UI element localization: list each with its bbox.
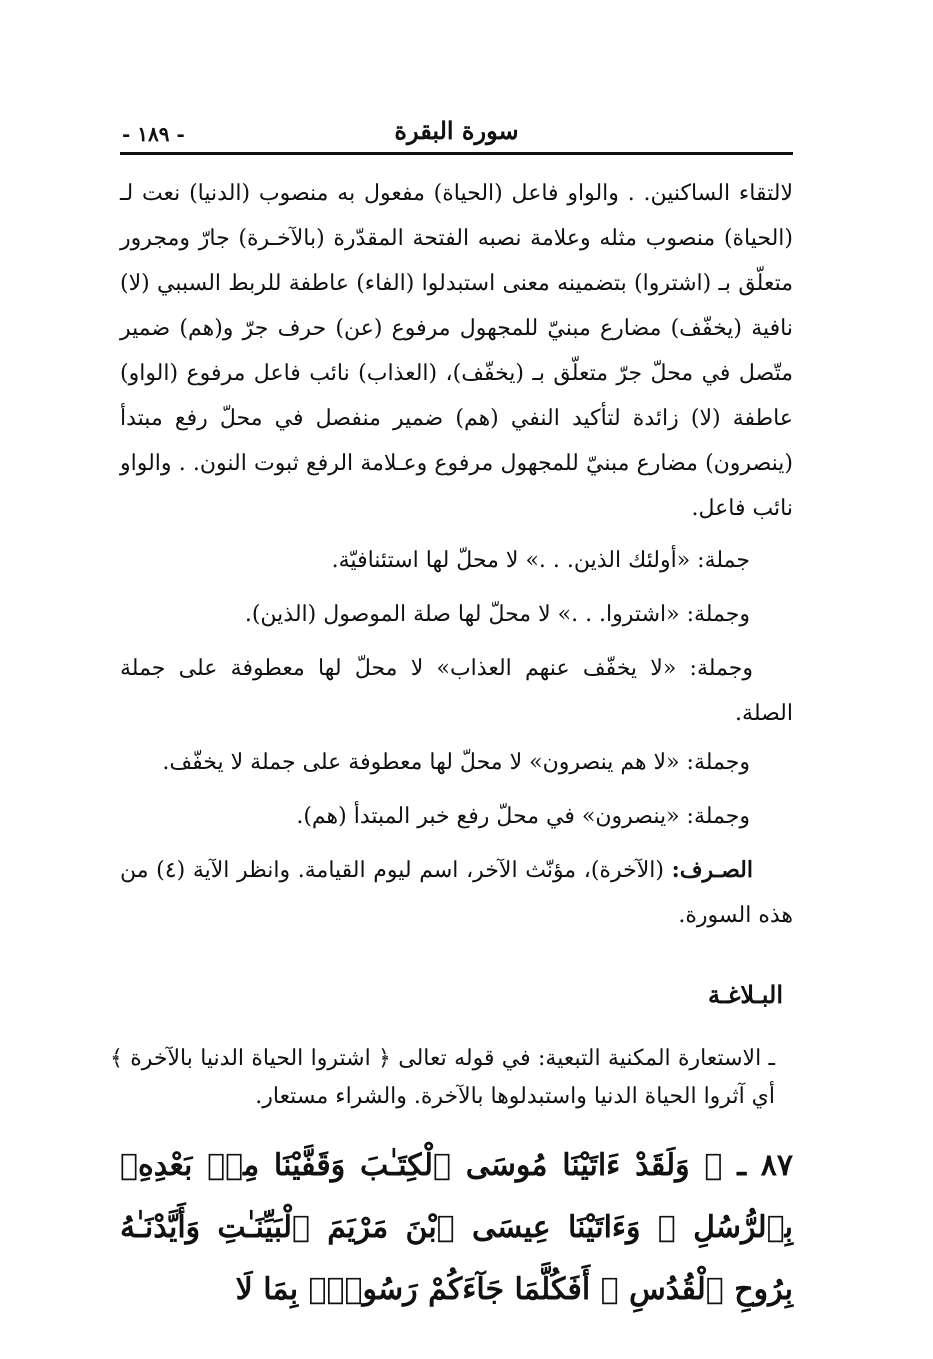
grammar-paragraph: لالتقاء الساكنين. . والواو فاعل (الحياة) مفعول به منصوب (الدنيا) نعت لـ (الحياة) منصوب مثله وعلامة نصبه الفتحة المقدّرة (بالآخـرة) جارّ ومجرور متعلّق بـ (اشتروا) بتضمينه معنى استبدلوا (الفاء) عاطفة للربط السببي (لا) نافية (يخفّف) مضارع مبنيّ للمجهول مرفوع (عن) حرف جرّ و(هم) ضمير متّصل في محلّ جرّ متعلّق بـ (يخفّف)، (العذاب) نائب فاعل مرفوع (الواو) عاطفة (لا) زائدة لتأكيد النفي (هم) ضمير منفصل في محلّ رفع مبتدأ (ينصرون) مضارع مبنيّ للمجهول مرفوع وعـلامة الرفع ثبوت النون. . والواو نائب فاعل.: [120, 181, 794, 521]
page-number: - ١٨٩ -: [122, 122, 185, 146]
sentence-analysis-1: جملة: «أولئك الذين. . .» لا محلّ لها استئنافيّة.: [331, 548, 750, 573]
page-title: سورة البقرة: [394, 116, 519, 145]
quran-verse: ٨٧ ـ ﴿ وَلَقَدْ ءَاتَيْنَا مُوسَى ٱلْكِتَـٰبَ وَقَفَّيْنَا مِنۢ بَعْدِهِۦ بِٱلرُّسُلِ ۖ وَءَاتَيْنَا عِيسَى ٱبْنَ مَرْيَمَ ٱلْبَيِّنَـٰتِ وَأَيَّدْنَـٰهُ بِرُوحِ ٱلْقُدُسِ ۗ أَفَكُلَّمَا جَآءَكُمْ رَسُولٌۢ بِمَا لَا: [120, 1148, 793, 1307]
balagha-heading: البـلاغـة: [707, 980, 783, 1009]
sarf-label: الصـرف:: [671, 857, 753, 883]
sarf-text: (الآخرة)، مؤنّث الآخر، اسم ليوم القيامة. وانظر الآية (٤) من هذه السورة.: [120, 858, 793, 928]
sentence-analysis-4: وجملة: «لا هم ينصرون» لا محلّ لها معطوفة على جملة لا يخفّف.: [162, 750, 750, 775]
page-header: [120, 108, 793, 155]
sarf-paragraph: [120, 848, 793, 938]
sentence-analysis-5: وجملة: «ينصرون» في محلّ رفع خبر المبتدأ (هم).: [296, 804, 750, 829]
balagha-paragraph: ـ الاستعارة المكنية التبعية: في قوله تعالى ﴿ اشتروا الحياة الدنيا بالآخرة ﴾ أي آثروا الحياة الدنيا واستبدلوها بالآخرة. والشراء مستعار.: [110, 1046, 775, 1109]
sentence-analysis-2: وجملة: «اشتروا. . .» لا محلّ لها صلة الموصول (الذين).: [244, 602, 750, 627]
sentence-analysis-3: وجملة: «لا يخفّف عنهم العذاب» لا محلّ لها معطوفة على جملة الصلة.: [120, 656, 793, 726]
